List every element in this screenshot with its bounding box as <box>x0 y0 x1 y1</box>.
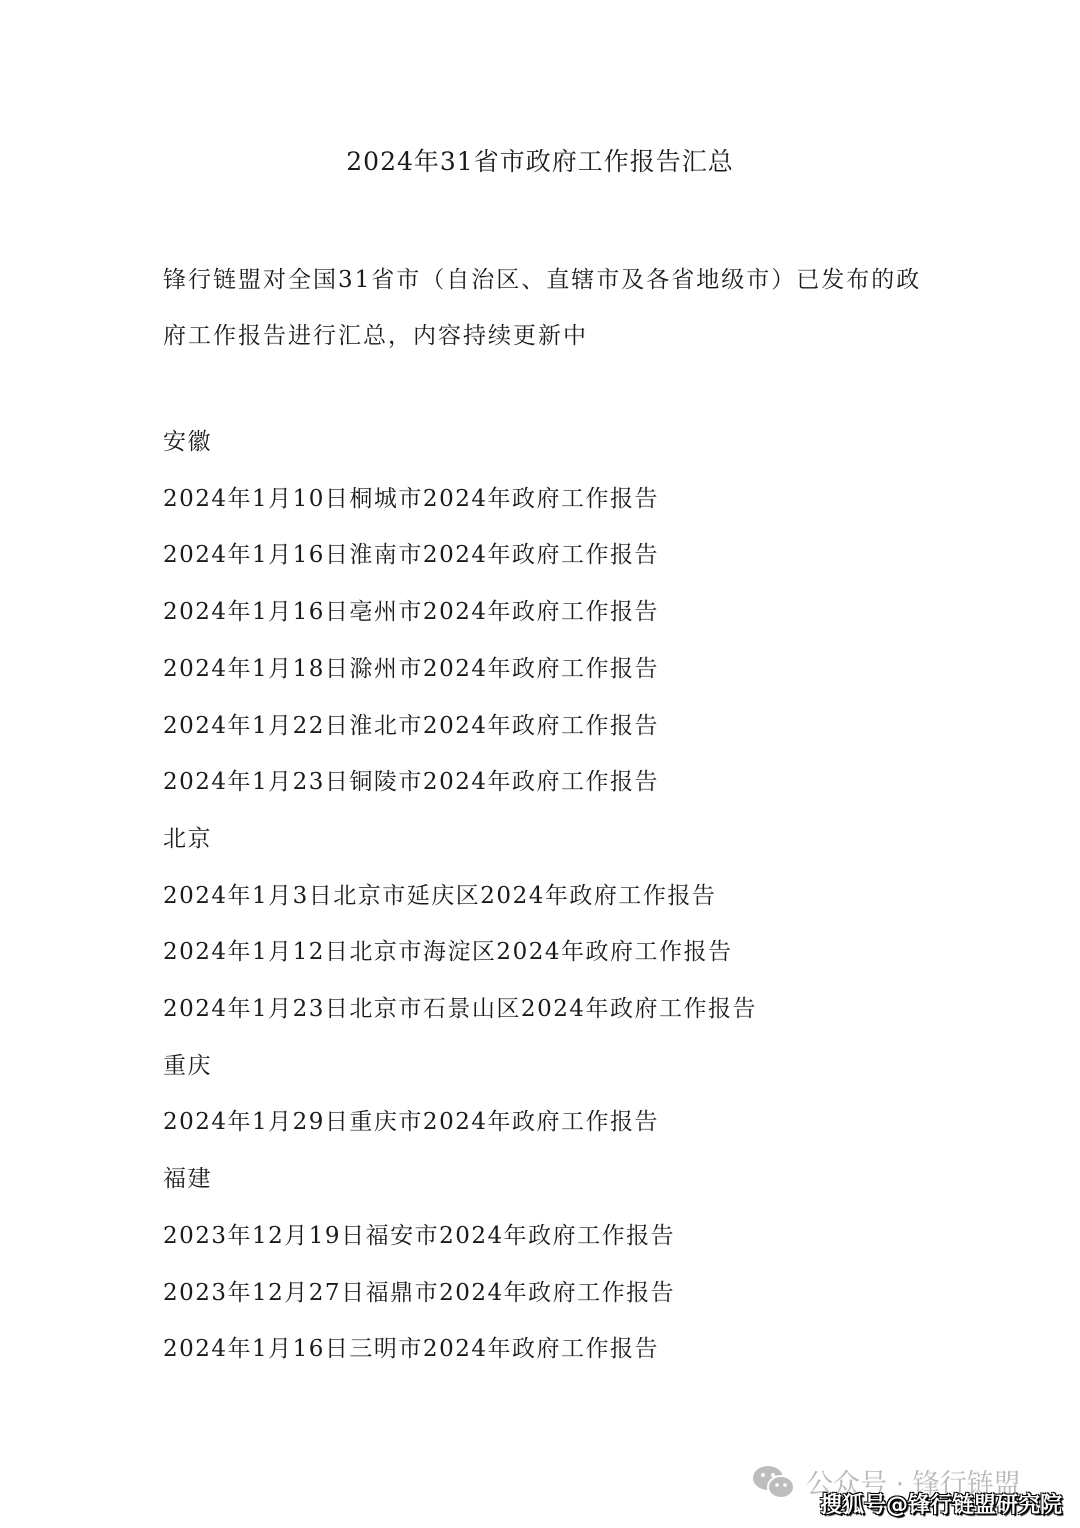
report-item: 2024年1月10日桐城市2024年政府工作报告 <box>163 485 659 512</box>
section-heading: 重庆 <box>163 1052 212 1079</box>
report-item: 2024年1月18日滁州市2024年政府工作报告 <box>163 655 659 682</box>
document-title: 2024年31省市政府工作报告汇总 <box>346 147 734 176</box>
report-item: 2024年1月3日北京市延庆区2024年政府工作报告 <box>163 882 717 909</box>
report-item: 2024年1月29日重庆市2024年政府工作报告 <box>163 1109 659 1136</box>
section-heading: 福建 <box>163 1166 212 1193</box>
report-item: 2024年1月12日北京市海淀区2024年政府工作报告 <box>163 939 733 966</box>
report-item: 2024年1月16日淮南市2024年政府工作报告 <box>163 542 659 569</box>
sohu-watermark: 搜狐号@锋行链盟研究院 <box>820 1493 1063 1518</box>
report-item: 2024年1月16日三明市2024年政府工作报告 <box>163 1336 659 1363</box>
report-list <box>163 414 757 1378</box>
report-item: 2023年12月19日福安市2024年政府工作报告 <box>163 1222 676 1249</box>
report-item: 2024年1月22日淮北市2024年政府工作报告 <box>163 712 659 739</box>
intro-paragraph: 锋行链盟对全国31省市（自治区、直辖市及各省地级市）已发布的政府工作报告进行汇总，内容持续更新中 <box>163 267 922 349</box>
wechat-icon <box>752 1464 796 1500</box>
report-item: 2024年1月16日亳州市2024年政府工作报告 <box>163 599 659 626</box>
report-item: 2024年1月23日铜陵市2024年政府工作报告 <box>163 769 659 796</box>
section-heading: 北京 <box>163 825 212 852</box>
wechat-watermark-text: 公众号 · 锋行链盟 <box>806 1469 1021 1500</box>
section-heading: 安徽 <box>163 429 212 455</box>
report-item: 2023年12月27日福鼎市2024年政府工作报告 <box>163 1279 676 1306</box>
report-item: 2024年1月23日北京市石景山区2024年政府工作报告 <box>163 996 757 1023</box>
